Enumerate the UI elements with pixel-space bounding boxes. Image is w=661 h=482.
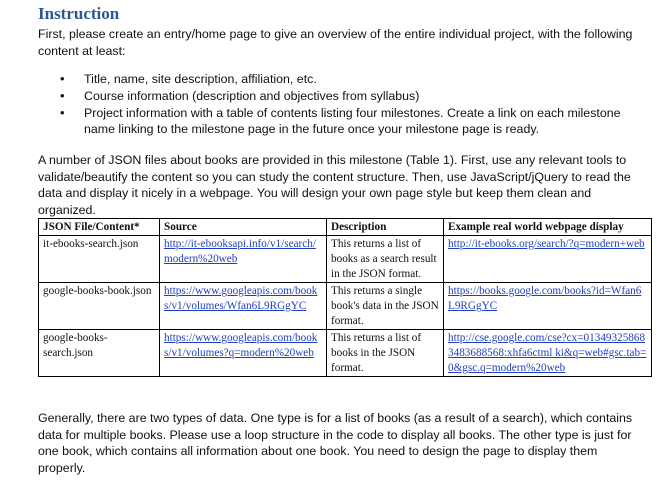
requirements-list	[60, 71, 650, 138]
example-link[interactable]: https://books.google.com/books?id=Wfan6L9RGgYC	[448, 285, 642, 312]
column-header-file: JSON File/Content*	[39, 219, 160, 236]
example-cell	[444, 236, 652, 283]
list-item: • Title, name, site description, affiliation, etc.	[60, 71, 650, 88]
example-cell	[444, 283, 652, 330]
example-link[interactable]: http://cse.google.com/cse?cx=013493258683483688568:xhfa6ctml ki&q=web#gsc.tab=0&gsc.q=modern%20web	[448, 332, 647, 374]
example-link[interactable]: http://it-ebooks.org/search/?q=modern+web	[448, 238, 645, 250]
list-item: • Project information with a table of contents listing four milestones. Create a link on each milestone name linking to the milestone page in the future once your milestone page is ready.	[60, 105, 650, 139]
column-header-source: Source	[160, 219, 327, 236]
data-types-paragraph: Generally, there are two types of data. One type is for a list of books (as a result of a search), which contains data for multiple books. Please use a loop structure in the code to display all books. The other type is just for one book, which contains all information about one book. You need to design the page to display them properly.	[38, 411, 633, 475]
table-row	[39, 283, 652, 330]
intro-paragraph: First, please create an entry/home page to give an overview of the entire individual project, with the following content at least:	[38, 27, 633, 58]
list-item: • Course information (description and objectives from syllabus)	[60, 88, 650, 105]
source-cell	[160, 236, 327, 283]
source-link[interactable]: https://www.googleapis.com/books/v1/volumes/Wfan6L9RGgYC	[164, 285, 318, 312]
table-row	[39, 236, 652, 283]
section-heading: Instruction	[38, 4, 120, 23]
file-cell: google-books-search.json	[39, 330, 160, 377]
description-cell: This returns a list of books in the JSON format.	[327, 330, 444, 377]
source-cell	[160, 330, 327, 377]
json-files-table	[38, 218, 652, 377]
example-cell	[444, 330, 652, 377]
column-header-description: Description	[327, 219, 444, 236]
source-cell	[160, 283, 327, 330]
file-cell: google-books-book.json	[39, 283, 160, 330]
table-header-row	[39, 219, 652, 236]
source-link[interactable]: http://it-ebooksapi.info/v1/search/modern%20web	[164, 238, 316, 265]
source-link[interactable]: https://www.googleapis.com/books/v1/volumes?q=modern%20web	[164, 332, 318, 359]
column-header-example: Example real world webpage display	[444, 219, 652, 236]
file-cell: it-ebooks-search.json	[39, 236, 160, 283]
json-files-paragraph: A number of JSON files about books are provided in this milestone (Table 1). First, use any relevant tools to validate/beautify the content so you can study the content structure. Then, use JavaScript/jQuery to read the data and display it nicely in a webpage. You will design your own page style but keep them clean and organized.	[38, 153, 631, 217]
description-cell: This returns a list of books as a search result in the JSON format.	[327, 236, 444, 283]
description-cell: This returns a single book's data in the JSON format.	[327, 283, 444, 330]
table-row	[39, 330, 652, 377]
